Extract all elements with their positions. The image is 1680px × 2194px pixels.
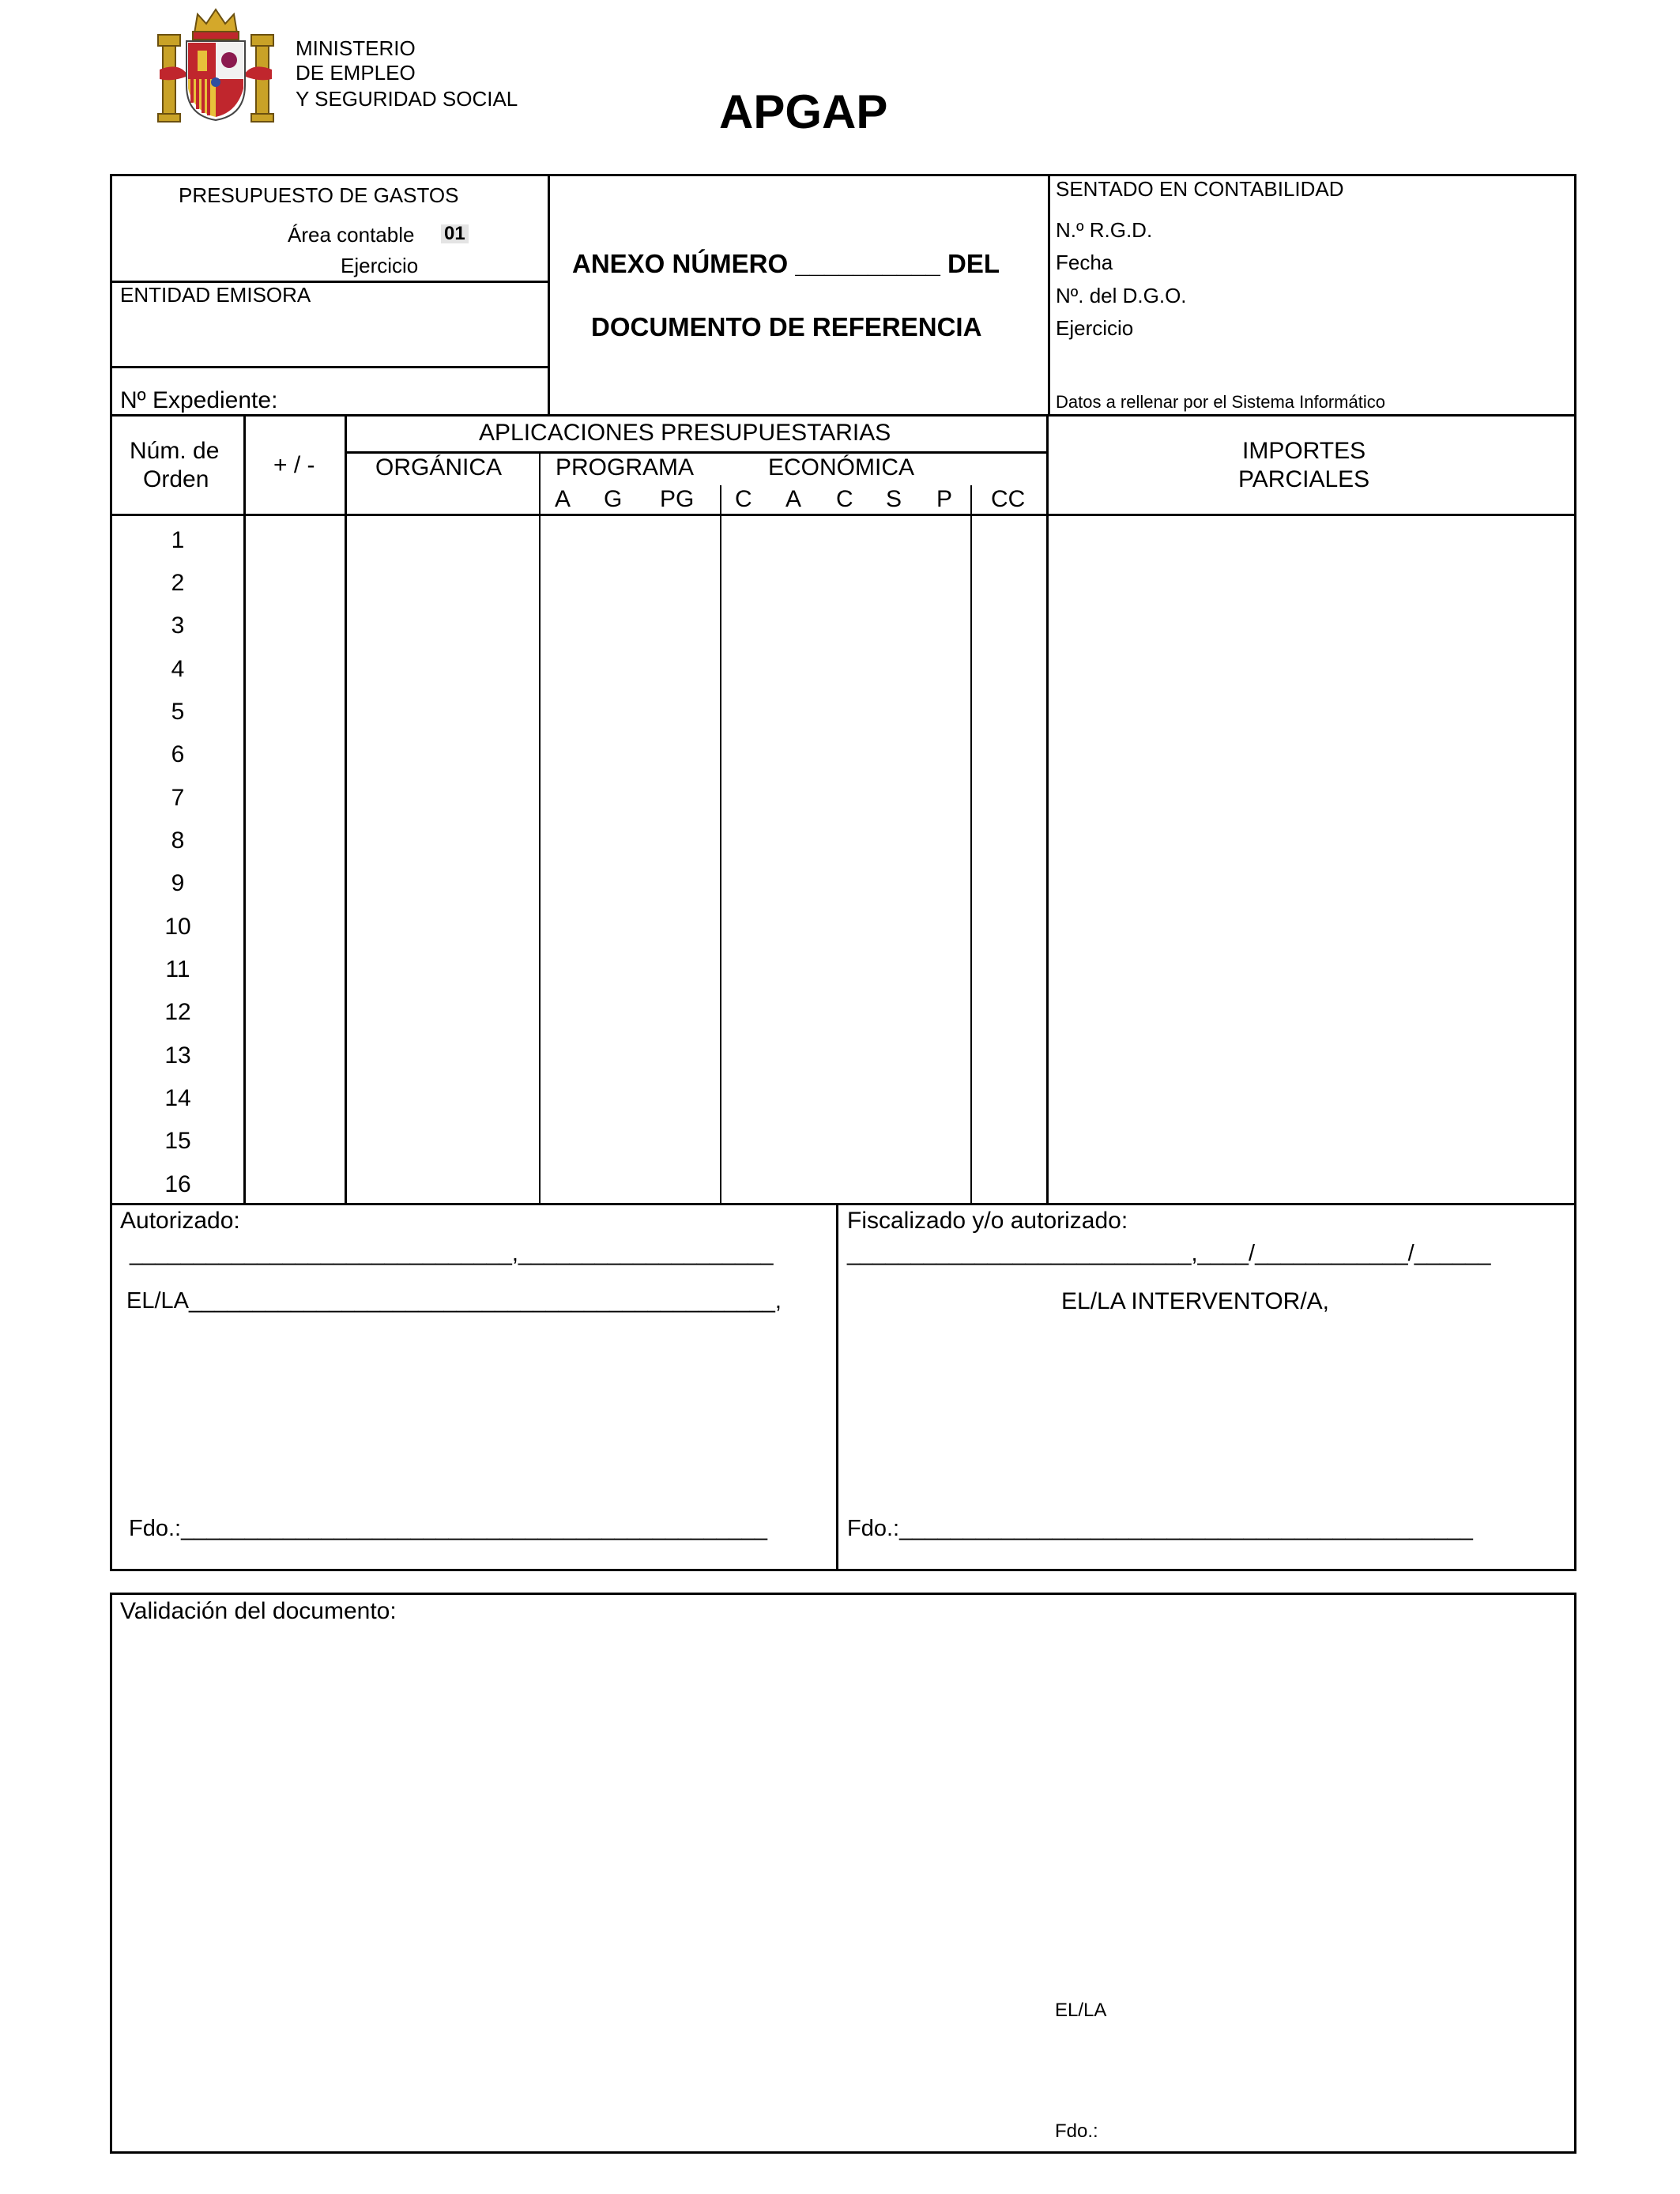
area-contable-label: Área contable <box>288 223 415 247</box>
col-num-orden-line2: Orden <box>143 466 209 492</box>
table-row-number: 9 <box>171 870 185 896</box>
importes-header-line1: IMPORTES <box>1242 438 1366 464</box>
table-row-number: 14 <box>164 1085 191 1111</box>
organica-header: ORGÁNICA <box>375 454 503 481</box>
sub-col-s: S <box>886 486 902 512</box>
fdo-line-left[interactable]: Fdo.:______________________________________________ <box>129 1516 767 1541</box>
table-row-number: 5 <box>171 699 185 725</box>
validation-fdo: Fdo.: <box>1055 2120 1098 2142</box>
form-code-title: APGAP <box>719 85 888 138</box>
sub-col-a2: A <box>785 486 802 512</box>
presupuesto-label: PRESUPUESTO DE GASTOS <box>179 183 459 207</box>
importes-entry-column[interactable] <box>1049 516 1574 1203</box>
fiscalizado-place-date-line[interactable]: ___________________________,____/____________/______ <box>847 1241 1491 1266</box>
expediente-label: Nº Expediente: <box>120 387 278 413</box>
programa-entry-column[interactable] <box>541 516 720 1203</box>
sub-col-pg: PG <box>660 486 695 512</box>
area-contable-value[interactable]: 01 <box>441 224 469 243</box>
sub-col-a: A <box>555 486 571 512</box>
table-row-number: 11 <box>165 956 190 982</box>
validation-el-la: EL/LA <box>1055 2000 1107 2021</box>
sub-col-p: P <box>936 486 953 512</box>
validation-title: Validación del documento: <box>120 1598 397 1624</box>
table-row-number: 8 <box>171 827 185 854</box>
rgd-label: N.º R.G.D. <box>1056 218 1153 242</box>
table-row-number: 3 <box>171 613 185 639</box>
documento-referencia-title: DOCUMENTO DE REFERENCIA <box>591 312 982 341</box>
fdo-line-right[interactable]: Fdo.:_____________________________________________ <box>847 1516 1473 1541</box>
fiscalizado-label: Fiscalizado y/o autorizado: <box>847 1208 1128 1234</box>
col-num-orden-line1: Núm. de <box>130 438 220 464</box>
importes-header-line2: PARCIALES <box>1238 466 1370 492</box>
coat-of-arms-logo <box>156 6 275 123</box>
ministry-line-1: MINISTERIO <box>296 36 416 60</box>
sentado-contabilidad-label: SENTADO EN CONTABILIDAD <box>1056 177 1344 201</box>
organica-entry-column[interactable] <box>347 516 539 1203</box>
sub-col-g: G <box>604 486 623 512</box>
table-row-number: 16 <box>164 1171 191 1197</box>
el-la-line-left[interactable]: EL/LA______________________________________________, <box>126 1288 782 1314</box>
table-row-number: 4 <box>171 656 185 682</box>
autorizado-label: Autorizado: <box>120 1208 240 1234</box>
table-row-number: 12 <box>164 999 191 1025</box>
entidad-emisora-label: ENTIDAD EMISORA <box>120 283 311 307</box>
anexo-numero-line[interactable]: ANEXO NÚMERO __________ DEL <box>572 249 1000 278</box>
dgo-label: Nº. del D.G.O. <box>1056 284 1187 307</box>
col-sign: + / - <box>273 452 315 478</box>
ministry-line-2: DE EMPLEO <box>296 61 416 85</box>
economica-entry-column[interactable] <box>721 516 970 1203</box>
fecha-label: Fecha <box>1056 251 1113 274</box>
ejercicio-label-right: Ejercicio <box>1056 316 1134 340</box>
table-row-number: 1 <box>171 527 185 553</box>
cc-entry-column[interactable] <box>972 516 1046 1203</box>
sub-col-c2: C <box>836 486 853 512</box>
ministry-line-3: Y SEGURIDAD SOCIAL <box>296 87 518 111</box>
table-row-number: 7 <box>171 785 185 811</box>
programa-header: PROGRAMA <box>556 454 695 481</box>
interventor-label: EL/LA INTERVENTOR/A, <box>1061 1288 1330 1314</box>
aplicaciones-header: APLICACIONES PRESUPUESTARIAS <box>479 420 891 446</box>
sub-col-c1: C <box>735 486 752 512</box>
economica-header: ECONÓMICA <box>768 454 915 481</box>
sistema-informatico-note: Datos a rellenar por el Sistema Informático <box>1056 392 1385 412</box>
autorizado-place-date-line[interactable]: ______________________________,____________________ <box>130 1241 774 1266</box>
table-row-number: 10 <box>164 914 191 940</box>
validation-box <box>110 1593 1576 2154</box>
ejercicio-label-left: Ejercicio <box>341 254 419 277</box>
sub-col-cc: CC <box>991 486 1026 512</box>
table-row-number: 13 <box>164 1042 191 1069</box>
table-row-number: 6 <box>171 741 185 767</box>
table-row-number: 2 <box>171 570 185 596</box>
sign-entry-column[interactable] <box>246 516 345 1203</box>
table-row-number: 15 <box>164 1128 191 1154</box>
